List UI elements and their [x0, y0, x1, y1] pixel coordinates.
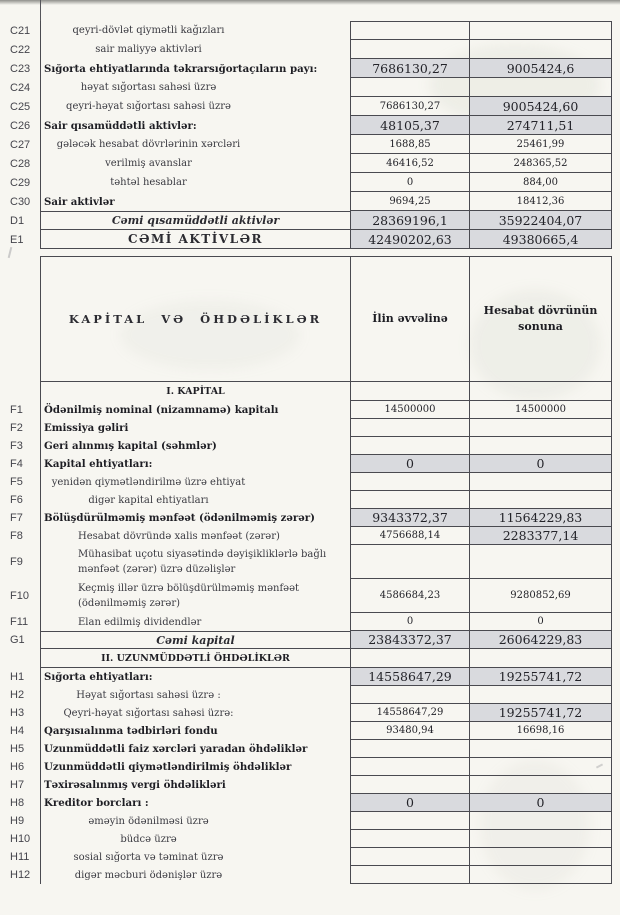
table-row — [2, 21, 612, 40]
row-code: H1 — [10, 671, 25, 683]
row-label: Mühasibat uçotu siyasətində dəyişikliklərlə bağlı mənfəət (zərər) üzrə düzəlişlər — [40, 545, 350, 579]
scan-top-edge — [0, 0, 620, 5]
column-header-end-of-period: Hesabat dövrünün sonuna — [470, 256, 612, 382]
value-start-of-year: 7686130,27 — [350, 59, 470, 78]
row-label: Kapital ehtiyatları: — [40, 455, 350, 473]
table-row — [2, 509, 612, 527]
row-code: C24 — [10, 81, 31, 94]
value-start-of-year — [350, 382, 470, 401]
capital-liabilities-title: KAPİTAL VƏ ÖHDƏLİKLƏR — [40, 256, 350, 382]
table-row — [2, 668, 612, 686]
row-label: Qeyri-həyat sığortası sahəsi üzrə: — [40, 704, 350, 722]
value-start-of-year — [350, 419, 470, 437]
row-label: Həyat sığortası sahəsi üzrə : — [40, 686, 350, 704]
row-label: Sair qısamüddətli aktivlər: — [40, 116, 350, 135]
value-start-of-year — [350, 491, 470, 509]
table-row — [2, 401, 612, 419]
row-code: F11 — [10, 616, 29, 628]
value-end-of-period: 49380665,4 — [470, 230, 612, 249]
value-end-of-period: 16698,16 — [470, 722, 612, 740]
value-end-of-period: 274711,51 — [470, 116, 612, 135]
value-end-of-period — [470, 848, 612, 866]
table-row — [2, 211, 612, 230]
table-row — [2, 848, 612, 866]
table-row — [2, 830, 612, 848]
value-start-of-year — [350, 812, 470, 830]
value-start-of-year — [350, 830, 470, 848]
row-code: C26 — [10, 119, 31, 132]
table-row — [2, 545, 612, 579]
row-code: F9 — [10, 556, 23, 568]
row-code: F10 — [10, 590, 29, 602]
row-label: təhtəl hesablar — [40, 173, 350, 192]
row-label: əməyin ödənilməsi üzrə — [40, 812, 350, 830]
value-start-of-year — [350, 848, 470, 866]
row-label: Cəmi kapital — [40, 631, 350, 649]
row-label: həyat sığortası sahəsi üzrə — [40, 78, 350, 97]
value-end-of-period — [470, 437, 612, 455]
row-label: Bölüşdürülməmiş mənfəət (ödənilməmiş zərər) — [40, 509, 350, 527]
row-code: C21 — [10, 24, 31, 37]
table-row — [2, 686, 612, 704]
table-row — [2, 135, 612, 154]
table-header-row — [2, 256, 612, 382]
value-start-of-year — [350, 686, 470, 704]
row-code: H7 — [10, 779, 25, 791]
table-row — [2, 704, 612, 722]
value-start-of-year: 0 — [350, 173, 470, 192]
row-code: C25 — [10, 100, 31, 113]
value-end-of-period: 9280852,69 — [470, 579, 612, 613]
value-end-of-period: 11564229,83 — [470, 509, 612, 527]
table-row — [2, 491, 612, 509]
row-label: Təxirəsalınmış vergi öhdəlikləri — [40, 776, 350, 794]
row-label: qeyri-dövlət qiymətli kağızları — [40, 21, 350, 40]
row-label: I. KAPİTAL — [40, 382, 350, 401]
value-start-of-year — [350, 545, 470, 579]
value-start-of-year: 14558647,29 — [350, 668, 470, 686]
value-end-of-period — [470, 545, 612, 579]
table-row — [2, 722, 612, 740]
capital-liabilities-rows — [2, 382, 612, 884]
value-end-of-period — [470, 382, 612, 401]
table-row — [2, 613, 612, 631]
row-code — [2, 649, 40, 668]
row-code: C27 — [10, 138, 31, 151]
row-code: H8 — [10, 797, 25, 809]
table-row — [2, 78, 612, 97]
value-end-of-period: 26064229,83 — [470, 631, 612, 649]
table-row — [2, 97, 612, 116]
column-header-start-of-year: İlin əvvəlinə — [350, 256, 470, 382]
value-start-of-year: 1688,85 — [350, 135, 470, 154]
row-label: sosial sığorta və təminat üzrə — [40, 848, 350, 866]
row-code: F5 — [10, 476, 23, 488]
value-end-of-period: 19255741,72 — [470, 704, 612, 722]
code-column-rule — [40, 0, 41, 22]
row-code: F3 — [10, 440, 23, 452]
row-label: Sığorta ehtiyatları: — [40, 668, 350, 686]
value-end-of-period: 884,00 — [470, 173, 612, 192]
value-end-of-period — [470, 649, 612, 668]
row-label: CƏMİ AKTİVLƏR — [40, 230, 350, 249]
row-label: Geri alınmış kapital (səhmlər) — [40, 437, 350, 455]
value-end-of-period: 0 — [470, 613, 612, 631]
row-code: F1 — [10, 404, 23, 416]
value-start-of-year: 14500000 — [350, 401, 470, 419]
value-end-of-period — [470, 491, 612, 509]
table-row — [2, 230, 612, 249]
value-start-of-year: 9694,25 — [350, 192, 470, 211]
row-code: C29 — [10, 176, 31, 189]
value-end-of-period: 9005424,60 — [470, 97, 612, 116]
value-end-of-period: 14500000 — [470, 401, 612, 419]
table-row — [2, 116, 612, 135]
row-code: H11 — [10, 851, 30, 863]
row-code: H3 — [10, 707, 25, 719]
row-label: Elan edilmiş dividendlər — [40, 613, 350, 631]
row-label: Kreditor borcları : — [40, 794, 350, 812]
value-end-of-period: 35922404,07 — [470, 211, 612, 230]
table-row — [2, 776, 612, 794]
value-start-of-year — [350, 866, 470, 884]
value-start-of-year: 0 — [350, 613, 470, 631]
value-start-of-year — [350, 78, 470, 97]
value-end-of-period: 2283377,14 — [470, 527, 612, 545]
value-start-of-year: 0 — [350, 794, 470, 812]
table-row — [2, 437, 612, 455]
table-row — [2, 758, 612, 776]
row-code: H9 — [10, 815, 25, 827]
value-end-of-period — [470, 740, 612, 758]
value-start-of-year — [350, 473, 470, 491]
row-code: E1 — [10, 233, 24, 246]
value-end-of-period: 0 — [470, 455, 612, 473]
value-start-of-year — [350, 649, 470, 668]
table-row — [2, 59, 612, 78]
assets-table — [2, 21, 612, 249]
value-end-of-period — [470, 419, 612, 437]
value-start-of-year: 0 — [350, 455, 470, 473]
row-label: Uzunmüddətli qiymətləndirilmiş öhdəliklər — [40, 758, 350, 776]
value-end-of-period — [470, 40, 612, 59]
value-end-of-period — [470, 78, 612, 97]
value-end-of-period — [470, 866, 612, 884]
row-code: F4 — [10, 458, 23, 470]
row-label: Keçmiş illər üzrə bölüşdürülməmiş mənfəət (ödənilməmiş zərər) — [40, 579, 350, 613]
row-label: Qarşısıalınma tədbirləri fondu — [40, 722, 350, 740]
value-end-of-period: 25461,99 — [470, 135, 612, 154]
table-row — [2, 382, 612, 401]
row-code: H5 — [10, 743, 25, 755]
row-label: verilmiş avanslar — [40, 154, 350, 173]
row-label: digər məcburi ödənişlər üzrə — [40, 866, 350, 884]
row-code: F7 — [10, 512, 23, 524]
row-code: G1 — [10, 634, 25, 646]
table-row — [2, 192, 612, 211]
value-start-of-year: 14558647,29 — [350, 704, 470, 722]
row-label: Uzunmüddətli faiz xərcləri yaradan öhdəliklər — [40, 740, 350, 758]
row-label: II. UZUNMÜDDƏTLİ ÖHDƏLİKLƏR — [40, 649, 350, 668]
value-start-of-year: 28369196,1 — [350, 211, 470, 230]
value-start-of-year: 7686130,27 — [350, 97, 470, 116]
table-row — [2, 173, 612, 192]
row-label: digər kapital ehtiyatları — [40, 491, 350, 509]
value-start-of-year — [350, 740, 470, 758]
row-code: C28 — [10, 157, 31, 170]
row-code: H2 — [10, 689, 25, 701]
row-label: Sığorta ehtiyatlarında təkrarsığortaçıların payı: — [40, 59, 350, 78]
value-end-of-period: 248365,52 — [470, 154, 612, 173]
row-label: Hesabat dövründə xalis mənfəət (zərər) — [40, 527, 350, 545]
row-code: C22 — [10, 43, 31, 56]
table-row — [2, 649, 612, 668]
value-start-of-year — [350, 776, 470, 794]
row-code: H12 — [10, 869, 31, 881]
row-code: C23 — [10, 62, 31, 75]
value-end-of-period: 9005424,6 — [470, 59, 612, 78]
value-start-of-year — [350, 21, 470, 40]
table-row — [2, 631, 612, 649]
row-label: büdcə üzrə — [40, 830, 350, 848]
table-row — [2, 473, 612, 491]
table-row — [2, 794, 612, 812]
value-end-of-period — [470, 21, 612, 40]
value-end-of-period — [470, 776, 612, 794]
value-end-of-period: 19255741,72 — [470, 668, 612, 686]
value-start-of-year — [350, 758, 470, 776]
row-code: F6 — [10, 494, 23, 506]
value-end-of-period — [470, 473, 612, 491]
value-end-of-period: 18412,36 — [470, 192, 612, 211]
value-start-of-year: 48105,37 — [350, 116, 470, 135]
value-start-of-year: 4586684,23 — [350, 579, 470, 613]
capital-liabilities-table — [2, 256, 612, 884]
row-label: Sair aktivlər — [40, 192, 350, 211]
value-end-of-period — [470, 758, 612, 776]
row-code — [2, 382, 40, 401]
row-label: Cəmi qısamüddətli aktivlər — [40, 211, 350, 230]
value-start-of-year: 9343372,37 — [350, 509, 470, 527]
value-end-of-period — [470, 812, 612, 830]
table-row — [2, 419, 612, 437]
table-row — [2, 154, 612, 173]
value-start-of-year: 23843372,37 — [350, 631, 470, 649]
row-label: Ödənilmiş nominal (nizamnamə) kapitalı — [40, 401, 350, 419]
row-code: F2 — [10, 422, 23, 434]
row-code: C30 — [10, 195, 31, 208]
row-code — [2, 256, 40, 382]
table-row — [2, 740, 612, 758]
value-start-of-year — [350, 437, 470, 455]
value-start-of-year: 93480,94 — [350, 722, 470, 740]
row-code: F8 — [10, 530, 23, 542]
value-end-of-period — [470, 830, 612, 848]
table-row — [2, 812, 612, 830]
table-row — [2, 527, 612, 545]
value-start-of-year — [350, 40, 470, 59]
row-label: Emissiya gəliri — [40, 419, 350, 437]
table-row — [2, 455, 612, 473]
value-start-of-year: 46416,52 — [350, 154, 470, 173]
row-label: qeyri-həyat sığortası sahəsi üzrə — [40, 97, 350, 116]
row-code: H4 — [10, 725, 25, 737]
value-start-of-year: 42490202,63 — [350, 230, 470, 249]
row-code: H6 — [10, 761, 25, 773]
table-row — [2, 40, 612, 59]
value-start-of-year: 4756688,14 — [350, 527, 470, 545]
row-label: yenidən qiymətləndirilmə üzrə ehtiyat — [40, 473, 350, 491]
row-code: D1 — [10, 214, 25, 227]
table-row — [2, 866, 612, 884]
value-end-of-period: 0 — [470, 794, 612, 812]
table-row — [2, 579, 612, 613]
value-end-of-period — [470, 686, 612, 704]
row-code: H10 — [10, 833, 31, 845]
row-label: sair maliyyə aktivləri — [40, 40, 350, 59]
row-label: gələcək hesabat dövrlərinin xərcləri — [40, 135, 350, 154]
